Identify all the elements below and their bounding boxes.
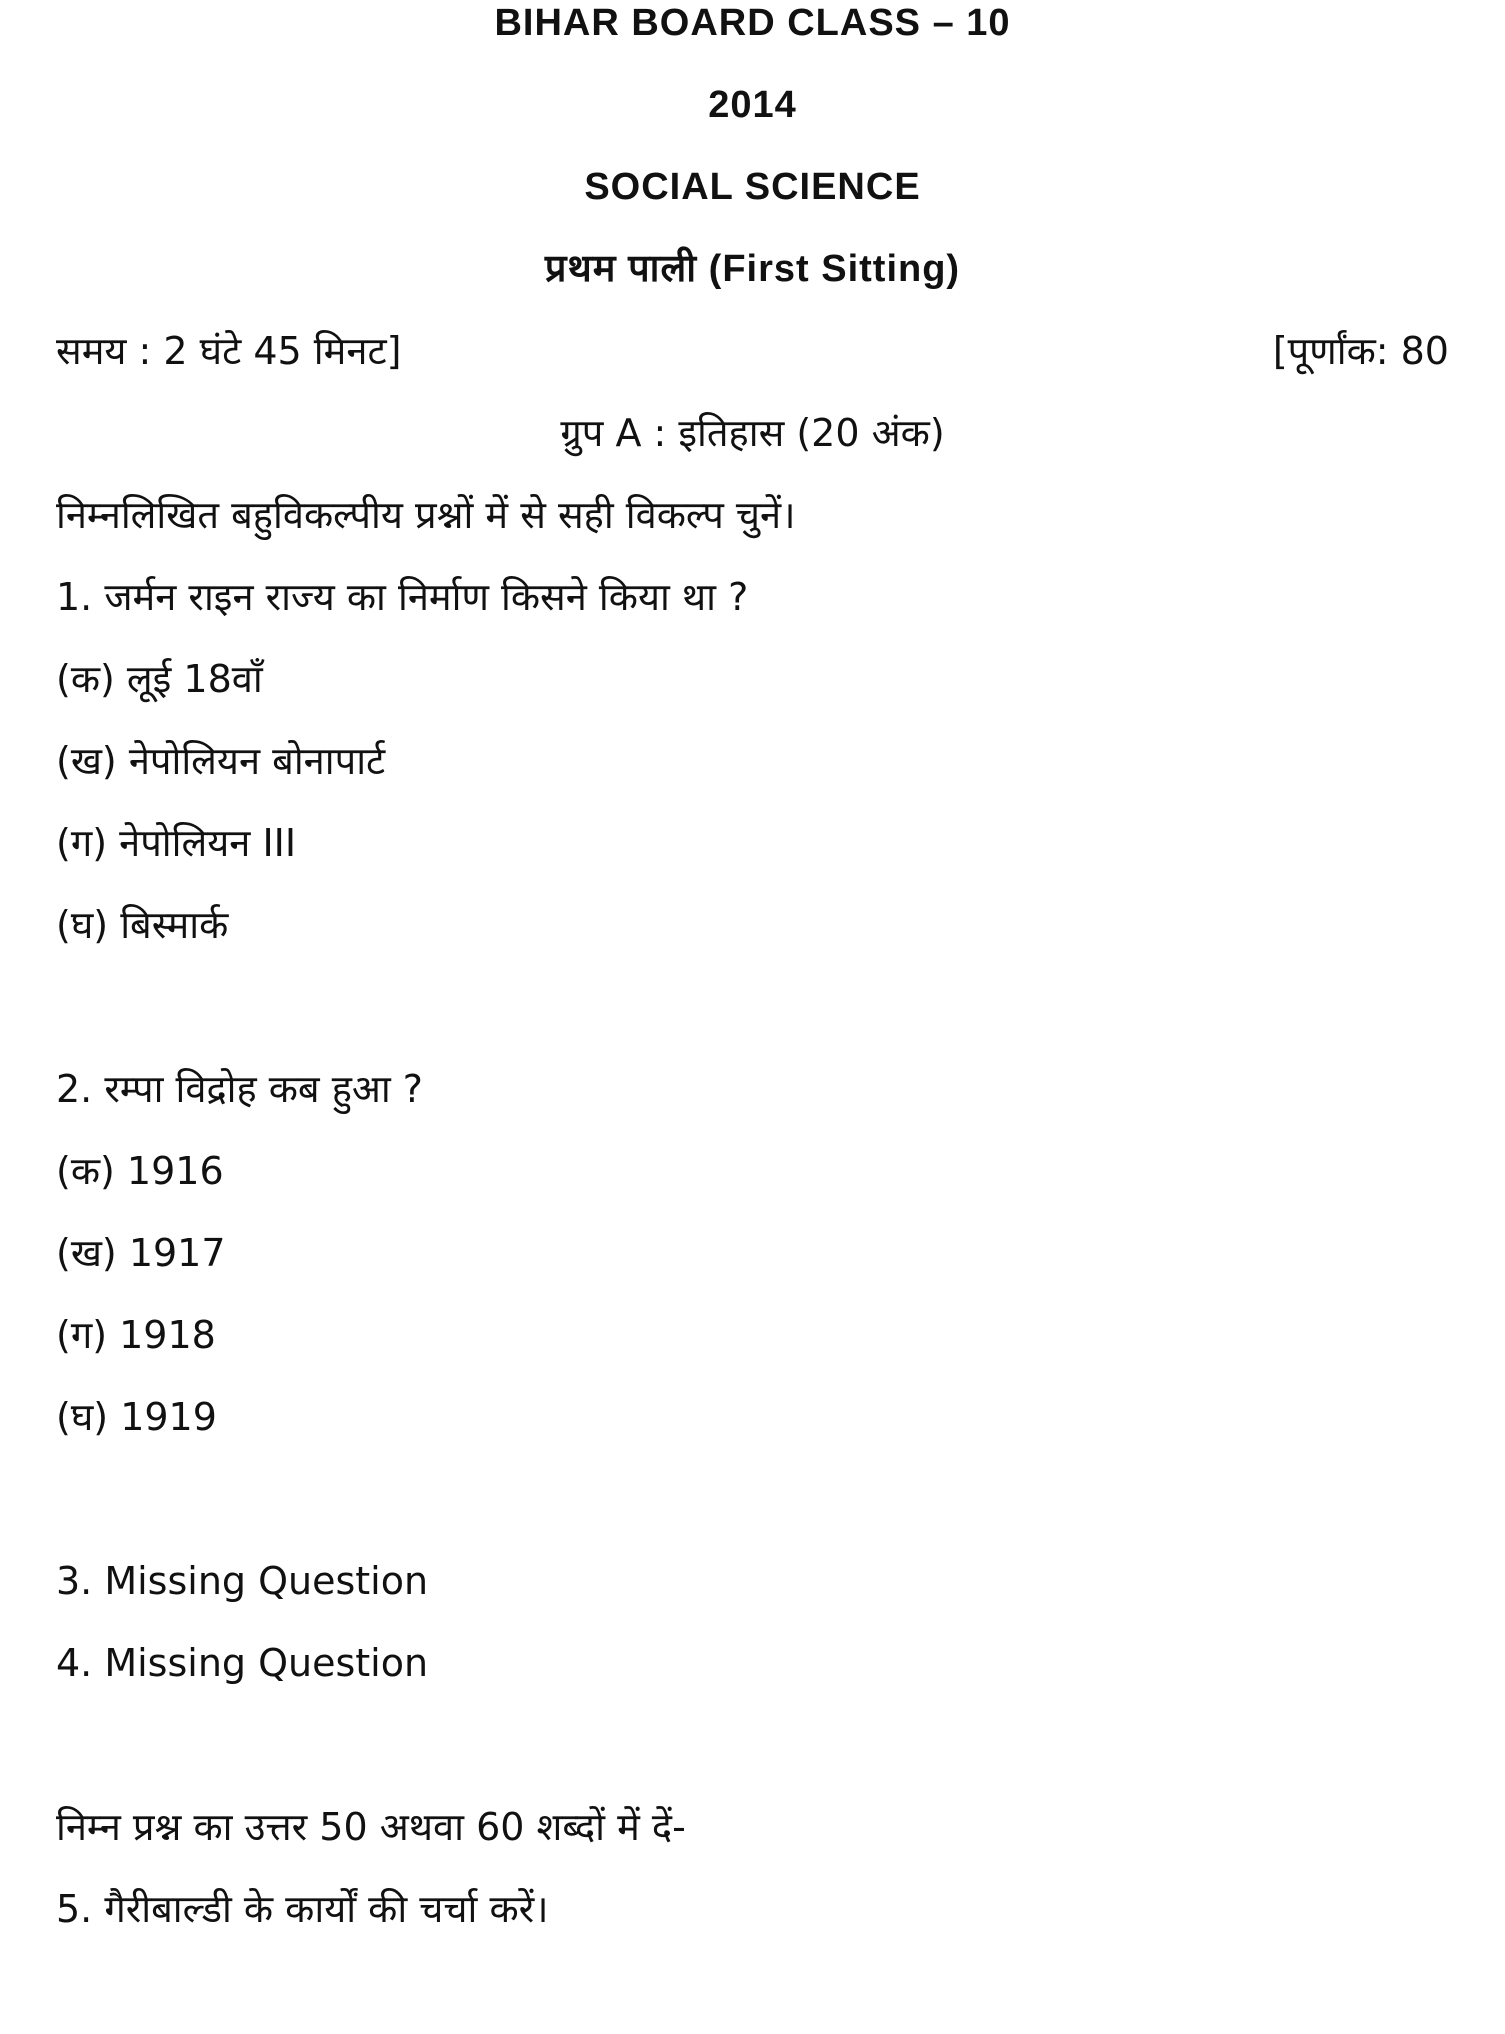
question-2-option-d: (घ) 1919	[56, 1395, 217, 1439]
question-1: 1. जर्मन राइन राज्य का निर्माण किसने किया था ?	[56, 575, 749, 619]
mcq-instruction: निम्नलिखित बहुविकल्पीय प्रश्नों में से सही विकल्प चुनें।	[56, 493, 796, 537]
question-4: 4. Missing Question	[56, 1641, 429, 1685]
group-title: ग्रुप A : इतिहास (20 अंक)	[560, 411, 945, 455]
board-title: BIHAR BOARD CLASS – 10	[494, 2, 1011, 44]
short-answer-instruction: निम्न प्रश्न का उत्तर 50 अथवा 60 शब्दों में दें-	[56, 1805, 686, 1849]
question-3: 3. Missing Question	[56, 1559, 429, 1603]
subject-title: SOCIAL SCIENCE	[584, 166, 921, 208]
question-1-option-b: (ख) नेपोलियन बोनापार्ट	[56, 739, 386, 783]
question-1-option-d: (घ) बिस्मार्क	[56, 903, 229, 947]
question-2-option-c: (ग) 1918	[56, 1313, 216, 1357]
question-2-option-b: (ख) 1917	[56, 1231, 226, 1275]
time-allowed: समय : 2 घंटे 45 मिनट]	[56, 329, 402, 373]
question-2-option-a: (क) 1916	[56, 1149, 224, 1193]
question-1-option-a: (क) लूई 18वाँ	[56, 657, 263, 701]
question-5: 5. गैरीबाल्डी के कार्यों की चर्चा करें।	[56, 1887, 549, 1931]
full-marks: [पूर्णांक: 80	[1272, 329, 1449, 373]
question-2: 2. रम्पा विद्रोह कब हुआ ?	[56, 1067, 423, 1111]
exam-year: 2014	[708, 84, 797, 126]
question-1-option-c: (ग) नेपोलियन III	[56, 821, 297, 865]
sitting-title: प्रथम पाली (First Sitting)	[544, 248, 961, 290]
